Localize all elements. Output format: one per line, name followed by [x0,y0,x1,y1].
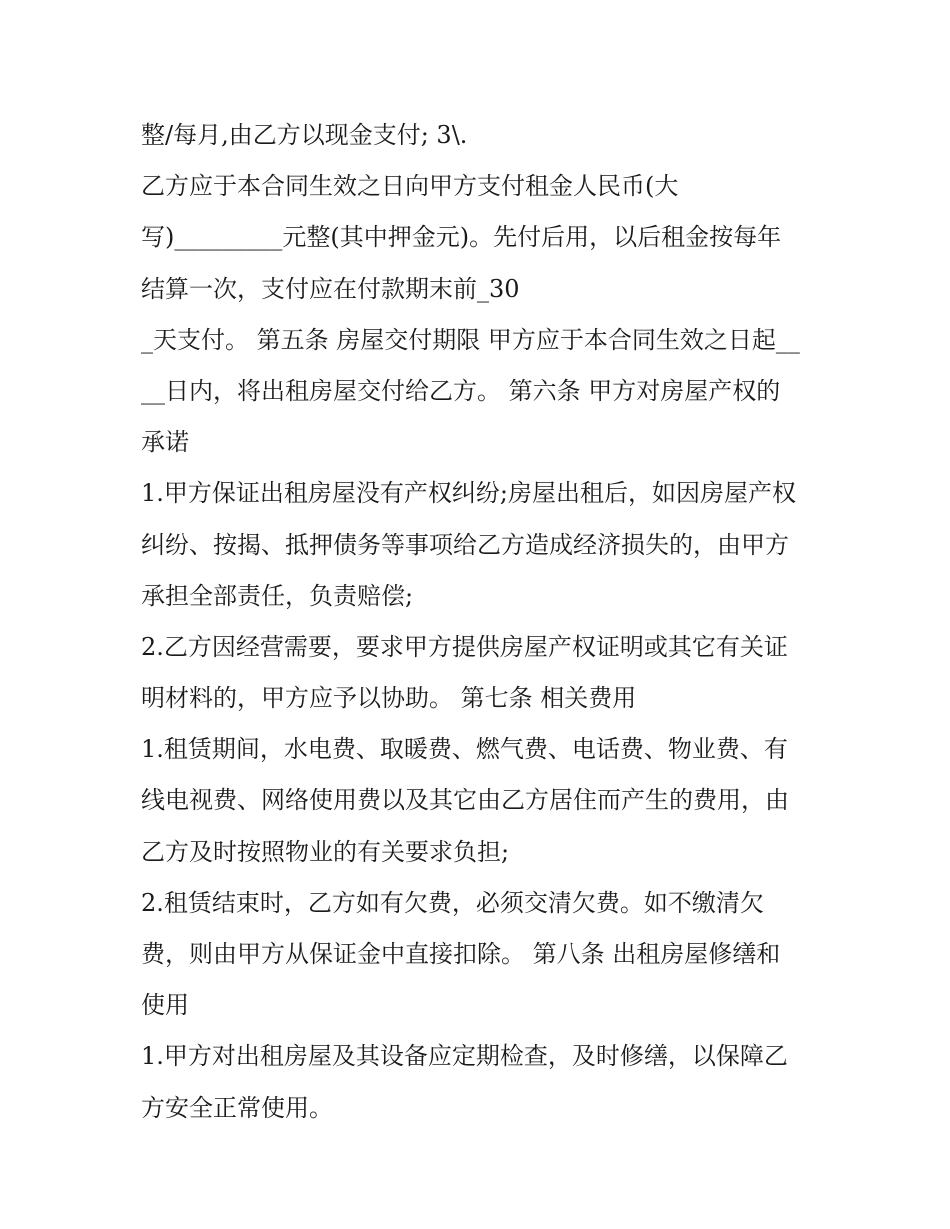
text-line: 整/每月,由乙方以现金支付; 3\. [141,121,468,149]
text-line: 承诺 [141,428,189,457]
text-line: 使用 [141,991,189,1020]
text-line: 方安全正常使用。 [141,1093,333,1122]
text-line: 乙方应于本合同生效之日向甲方支付租金人民币(大 [141,172,679,201]
text-line: 写)_________元整(其中押金元)。先付后用，以后租金按每年 [141,223,782,252]
text-line: 费，则由甲方从保证金中直接扣除。 第八条 出租房屋修缮和 [141,940,781,968]
text-line: __日内，将出租房屋交付给乙方。 第六条 甲方对房屋产权的 [141,376,781,405]
text-line: 明材料的，甲方应予以协助。 第七条 相关费用 [141,684,637,713]
text-line: 结算一次，支付应在付款期末前_30 [141,274,520,303]
text-line: 承担全部责任，负责赔偿; [141,581,414,610]
text-line: 1.甲方保证出租房屋没有产权纠纷;房屋出租后，如因房屋产权 [141,479,796,508]
contract-text-block [141,110,821,1134]
text-line: 乙方及时按照物业的有关要求负担; [141,837,510,866]
text-line: 2.租赁结束时，乙方如有欠费，必须交清欠费。如不缴清欠 [141,888,764,917]
text-line: 线电视费、网络使用费以及其它由乙方居住而产生的费用，由 [141,786,789,815]
text-line: _天支付。 第五条 房屋交付期限 甲方应于本合同生效之日起__ [141,325,800,354]
text-line: 2.乙方因经营需要，要求甲方提供房屋产权证明或其它有关证 [141,632,788,661]
text-line: 纠纷、按揭、抵押债务等事项给乙方造成经济损失的，由甲方 [141,530,789,559]
text-line: 1.租赁期间，水电费、取暖费、燃气费、电话费、物业费、有 [141,735,788,764]
text-line: 1.甲方对出租房屋及其设备应定期检查，及时修缮，以保障乙 [141,1042,788,1071]
